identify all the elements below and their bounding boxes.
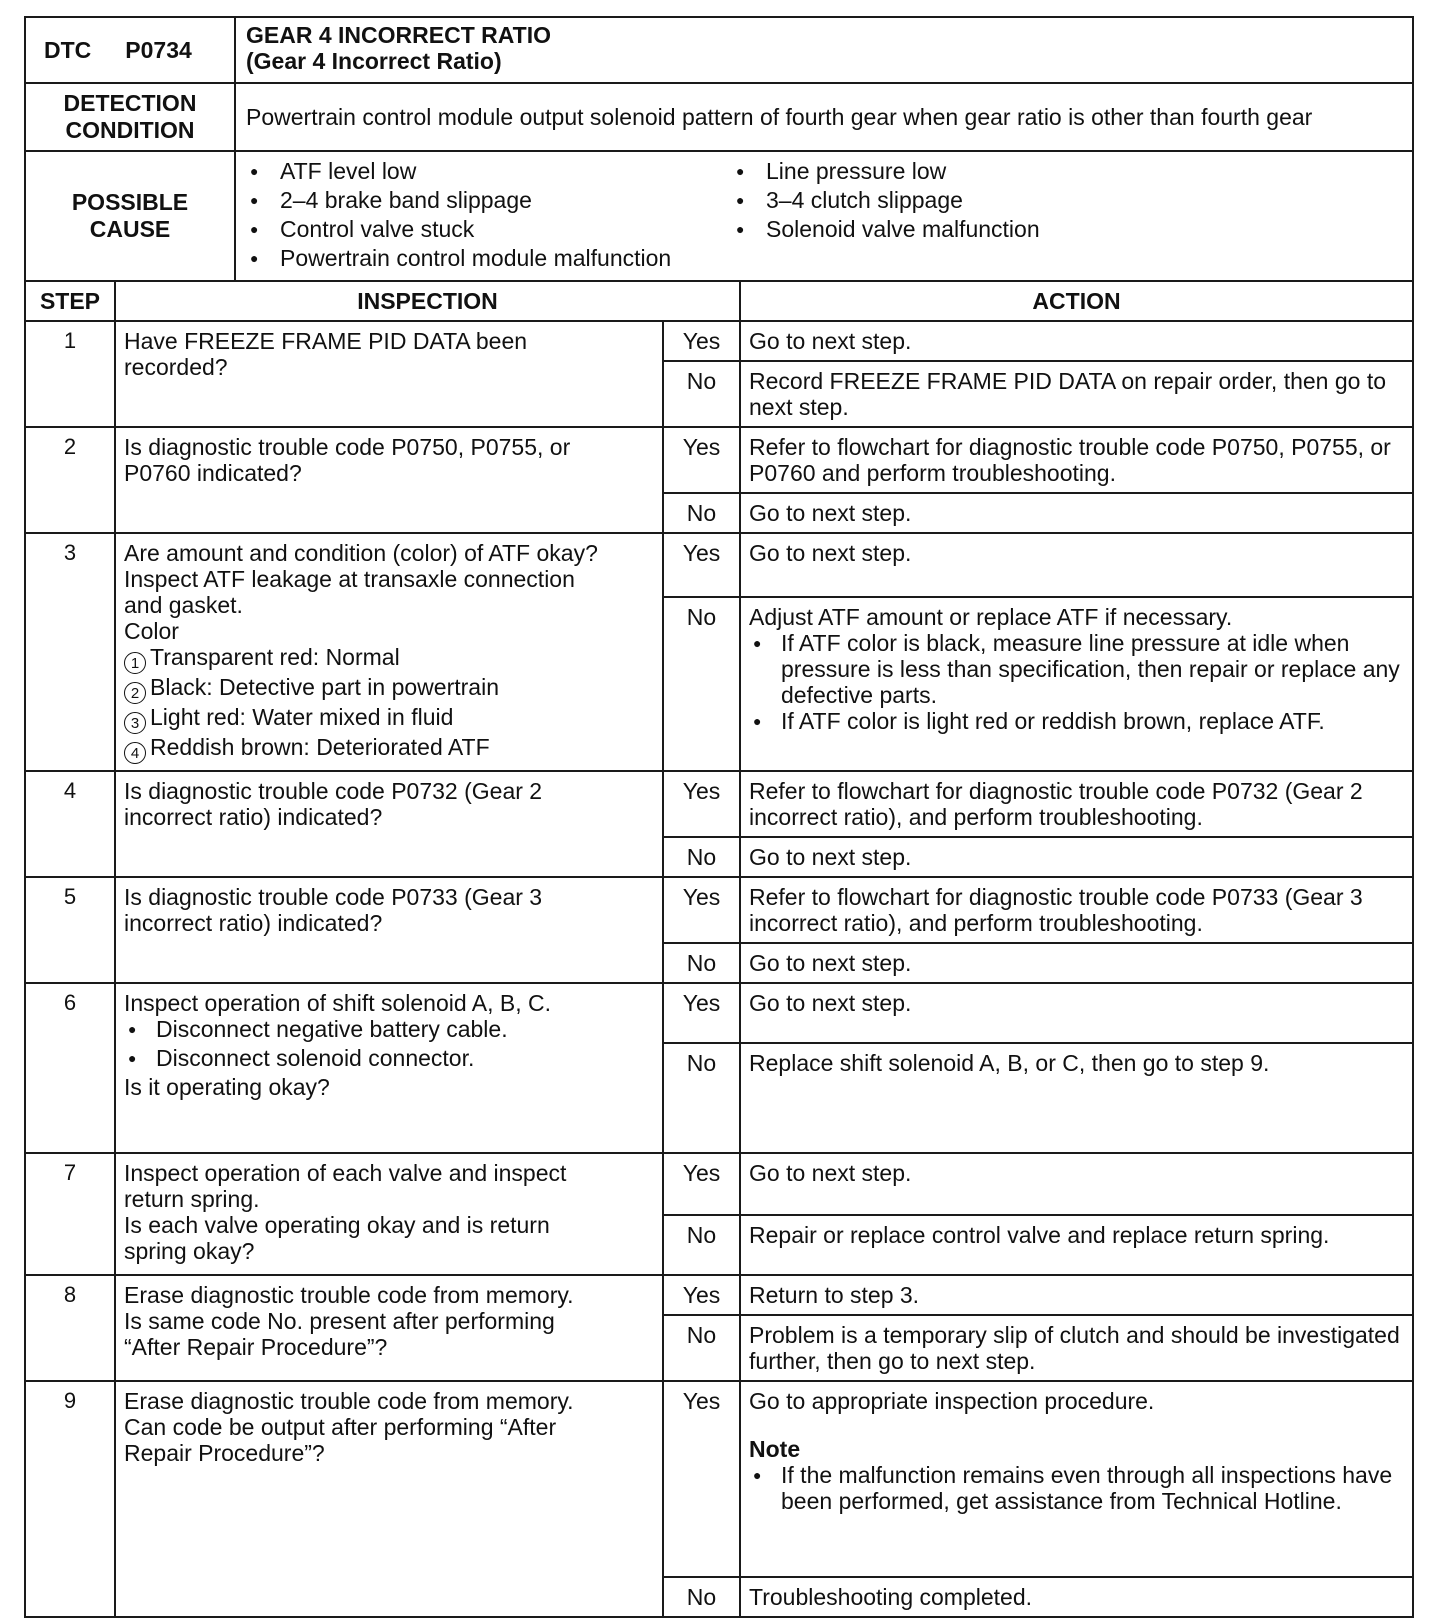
table-row	[25, 1153, 1413, 1215]
no-action: Problem is a temporary slip of clutch and should be investigated further, then go to next step.	[740, 1315, 1413, 1381]
no-action: Go to next step.	[740, 837, 1413, 877]
step-inspection: Erase diagnostic trouble code from memory. Is same code No. present after performing “After Repair Procedure”?	[115, 1275, 663, 1381]
no-label: No	[663, 1215, 740, 1275]
possible-label-line2: CAUSE	[89, 216, 171, 242]
step-number: 7	[25, 1153, 115, 1275]
cause-item: ● Solenoid valve malfunction	[732, 216, 1232, 245]
action-bullet: ● If ATF color is light red or reddish brown, replace ATF.	[749, 708, 1404, 737]
dtc-sheet	[24, 16, 1414, 1618]
no-action: Troubleshooting completed.	[740, 1577, 1413, 1617]
step-number: 9	[25, 1381, 115, 1617]
detection-label-line2: CONDITION	[65, 117, 195, 143]
no-action: Record FREEZE FRAME PID DATA on repair order, then go to next step.	[740, 361, 1413, 427]
yes-label: Yes	[663, 427, 740, 493]
yes-action: Go to next step.	[740, 321, 1413, 361]
cause-item: ● Line pressure low	[732, 158, 1232, 187]
step-inspection: Is diagnostic trouble code P0750, P0755, or P0760 indicated?	[115, 427, 663, 533]
yes-action: Go to next step.	[740, 533, 1413, 597]
circled-number: 1	[124, 652, 146, 674]
steps-table	[24, 280, 1414, 1618]
no-action: Replace shift solenoid A, B, or C, then go to step 9.	[740, 1043, 1413, 1153]
step-inspection: Is diagnostic trouble code P0732 (Gear 2 incorrect ratio) indicated?	[115, 771, 663, 877]
yes-action: Refer to flowchart for diagnostic trouble code P0733 (Gear 3 incorrect ratio), and perform troubleshooting.	[740, 877, 1413, 943]
table-row	[25, 771, 1413, 837]
dtc-label: DTC	[44, 36, 92, 63]
yes-action: Go to appropriate inspection procedure. Note ● If the malfunction remains even through all inspections have been performed, get assistance from Technical Hotline.	[740, 1381, 1413, 1577]
inspection-bullet: ● Disconnect negative battery cable.	[124, 1016, 654, 1045]
yes-label: Yes	[663, 533, 740, 597]
yes-action: Go to next step.	[740, 1153, 1413, 1215]
yes-action: Go to next step.	[740, 983, 1413, 1043]
col-inspection: INSPECTION	[115, 281, 740, 321]
note-bullet: ● If the malfunction remains even through all inspections have been performed, get assistance from Technical Hotline.	[749, 1462, 1404, 1514]
possible-causes	[235, 151, 1413, 281]
col-action: ACTION	[740, 281, 1413, 321]
circled-number: 4	[124, 742, 146, 764]
yes-label: Yes	[663, 1275, 740, 1315]
no-label: No	[663, 1315, 740, 1381]
step-number: 4	[25, 771, 115, 877]
step-number: 1	[25, 321, 115, 427]
no-label: No	[663, 1043, 740, 1153]
cause-item: ● Control valve stuck	[246, 216, 732, 245]
no-action: Go to next step.	[740, 943, 1413, 983]
table-row	[25, 1381, 1413, 1577]
color-item: 3 Light red: Water mixed in fluid	[124, 704, 654, 734]
yes-label: Yes	[663, 1153, 740, 1215]
note-label: Note	[749, 1436, 801, 1462]
cause-item: ● 3–4 clutch slippage	[732, 187, 1232, 216]
title-line-1: GEAR 4 INCORRECT RATIO	[246, 22, 551, 48]
step-inspection: Erase diagnostic trouble code from memory. Can code be output after performing “After Repair Procedure”?	[115, 1381, 663, 1617]
possible-label-line1: POSSIBLE	[71, 189, 189, 215]
yes-label: Yes	[663, 321, 740, 361]
color-item: 4 Reddish brown: Deteriorated ATF	[124, 734, 654, 764]
no-label: No	[663, 837, 740, 877]
detection-label	[25, 83, 235, 151]
step-number: 6	[25, 983, 115, 1153]
dtc-cell	[25, 17, 235, 83]
table-row	[25, 877, 1413, 943]
step-number: 3	[25, 533, 115, 771]
table-row	[25, 321, 1413, 361]
dtc-title	[235, 17, 1413, 83]
dtc-code: P0734	[125, 36, 192, 63]
detection-label-line1: DETECTION	[63, 90, 197, 116]
no-label: No	[663, 943, 740, 983]
cause-item: ● ATF level low	[246, 158, 732, 187]
yes-action: Return to step 3.	[740, 1275, 1413, 1315]
steps-header-row	[25, 281, 1413, 321]
yes-action: Refer to flowchart for diagnostic trouble code P0732 (Gear 2 incorrect ratio), and perform troubleshooting.	[740, 771, 1413, 837]
step-inspection: Is diagnostic trouble code P0733 (Gear 3 incorrect ratio) indicated?	[115, 877, 663, 983]
action-bullet: ● If ATF color is black, measure line pressure at idle when pressure is less than specification, then repair or replace any defective parts.	[749, 630, 1404, 708]
table-row	[25, 533, 1413, 597]
inspection-bullet: ● Disconnect solenoid connector.	[124, 1045, 654, 1074]
col-step: STEP	[25, 281, 115, 321]
no-action: Go to next step.	[740, 493, 1413, 533]
possible-cause-label	[25, 151, 235, 281]
yes-label: Yes	[663, 983, 740, 1043]
step-inspection: Inspect operation of shift solenoid A, B, C. ● Disconnect negative battery cable. ● Disconnect solenoid connector. Is it operating okay?	[115, 983, 663, 1153]
table-row	[25, 1275, 1413, 1315]
step-number: 2	[25, 427, 115, 533]
no-label: No	[663, 493, 740, 533]
circled-number: 2	[124, 682, 146, 704]
title-line-2: (Gear 4 Incorrect Ratio)	[246, 48, 502, 74]
no-label: No	[663, 597, 740, 771]
no-label: No	[663, 361, 740, 427]
step-number: 8	[25, 1275, 115, 1381]
color-item: 1 Transparent red: Normal	[124, 644, 654, 674]
table-row	[25, 983, 1413, 1043]
no-action: Adjust ATF amount or replace ATF if necessary. ● If ATF color is black, measure line pressure at idle when pressure is less than specification, then repair or replace any defective parts. ● If ATF color is light red or reddish brown, replace ATF.	[740, 597, 1413, 771]
color-item: 2 Black: Detective part in powertrain	[124, 674, 654, 704]
circled-number: 3	[124, 712, 146, 734]
yes-action: Refer to flowchart for diagnostic trouble code P0750, P0755, or P0760 and perform troubleshooting.	[740, 427, 1413, 493]
step-inspection: Inspect operation of each valve and inspect return spring. Is each valve operating okay and is return spring okay?	[115, 1153, 663, 1275]
step-inspection: Have FREEZE FRAME PID DATA been recorded?	[115, 321, 663, 427]
cause-item: ● Powertrain control module malfunction	[246, 245, 732, 274]
yes-label: Yes	[663, 877, 740, 943]
header-table	[24, 16, 1414, 282]
no-action: Repair or replace control valve and replace return spring.	[740, 1215, 1413, 1275]
detection-text: Powertrain control module output solenoid pattern of fourth gear when gear ratio is other than fourth gear	[235, 83, 1413, 151]
cause-item: ● 2–4 brake band slippage	[246, 187, 732, 216]
step-number: 5	[25, 877, 115, 983]
step-inspection: Are amount and condition (color) of ATF okay? Inspect ATF leakage at transaxle connection and gasket. Color 1 Transparent red: Normal 2 Black: Detective part in powertrain 3 Light red: Water mixed in fluid 4 Reddish brown: Deteriorated ATF	[115, 533, 663, 771]
table-row	[25, 427, 1413, 493]
yes-label: Yes	[663, 1381, 740, 1577]
no-label: No	[663, 1577, 740, 1617]
yes-label: Yes	[663, 771, 740, 837]
